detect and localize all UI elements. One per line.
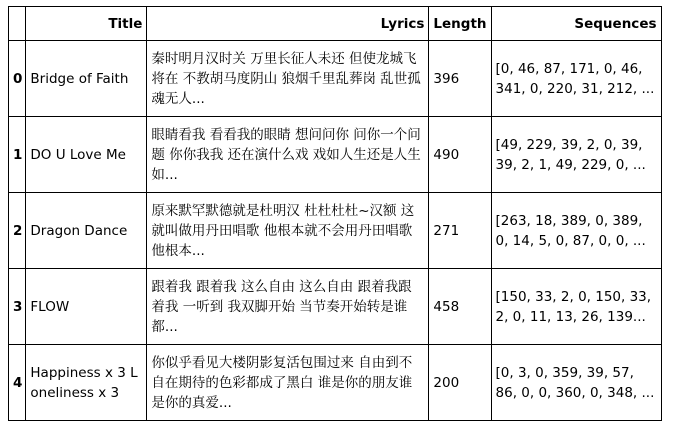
- sequences-cell: [0, 46, 87, 171, 0, 46, 341, 0, 220, 31, 212, ...: [491, 41, 661, 117]
- table-row: [9, 41, 662, 117]
- length-cell: 490: [429, 117, 491, 193]
- row-index: 3: [9, 269, 26, 345]
- length-header: Length: [429, 7, 491, 41]
- row-index: 1: [9, 117, 26, 193]
- index-header: [9, 7, 26, 41]
- lyrics-header: Lyrics: [147, 7, 429, 41]
- title-cell: Bridge of Faith: [26, 41, 147, 117]
- row-index: 4: [9, 345, 26, 421]
- length-cell: 200: [429, 345, 491, 421]
- table-row: [9, 345, 662, 421]
- row-index: 2: [9, 193, 26, 269]
- title-cell: FLOW: [26, 269, 147, 345]
- sequences-header: Sequences: [491, 7, 661, 41]
- lyrics-cell: 跟着我 跟着我 这么自由 这么自由 跟着我跟着我 一听到 我双脚开始 当节奏开始转是谁都...: [147, 269, 429, 345]
- sequences-cell: [263, 18, 389, 0, 389, 0, 14, 5, 0, 87, 0, 0, ...: [491, 193, 661, 269]
- title-cell: Happiness x 3 Loneliness x 3: [26, 345, 147, 421]
- lyrics-cell: 你似乎看见大楼阴影复活包围过来 自由到不自在期待的色彩都成了黑白 谁是你的朋友谁是你的真爱...: [147, 345, 429, 421]
- table-row: [9, 193, 662, 269]
- lyrics-cell: 眼睛看我 看看我的眼睛 想问问你 问你一个问题 你你我我 还在演什么戏 戏如人生还是人生如...: [147, 117, 429, 193]
- row-index: 0: [9, 41, 26, 117]
- title-cell: Dragon Dance: [26, 193, 147, 269]
- length-cell: 396: [429, 41, 491, 117]
- header-row: [9, 7, 662, 41]
- sequences-cell: [150, 33, 2, 0, 150, 33, 2, 0, 11, 13, 26, 139...: [491, 269, 661, 345]
- sequences-cell: [0, 3, 0, 359, 39, 57, 86, 0, 0, 360, 0, 348, ...: [491, 345, 661, 421]
- dataframe-table: [8, 6, 662, 421]
- lyrics-cell: 秦时明月汉时关 万里长征人未还 但使龙城飞将在 不教胡马度阴山 狼烟千里乱葬岗 乱世孤魂无人...: [147, 41, 429, 117]
- length-cell: 271: [429, 193, 491, 269]
- lyrics-cell: 原来默罕默德就是杜明汉 杜杜杜杜~汉额 这就叫做用丹田唱歌 他根本就不会用丹田唱歌 他根本...: [147, 193, 429, 269]
- table-row: [9, 269, 662, 345]
- table-row: [9, 117, 662, 193]
- title-header: Title: [26, 7, 147, 41]
- title-cell: DO U Love Me: [26, 117, 147, 193]
- sequences-cell: [49, 229, 39, 2, 0, 39, 39, 2, 1, 49, 229, 0, ...: [491, 117, 661, 193]
- length-cell: 458: [429, 269, 491, 345]
- dataframe-output: [8, 6, 662, 421]
